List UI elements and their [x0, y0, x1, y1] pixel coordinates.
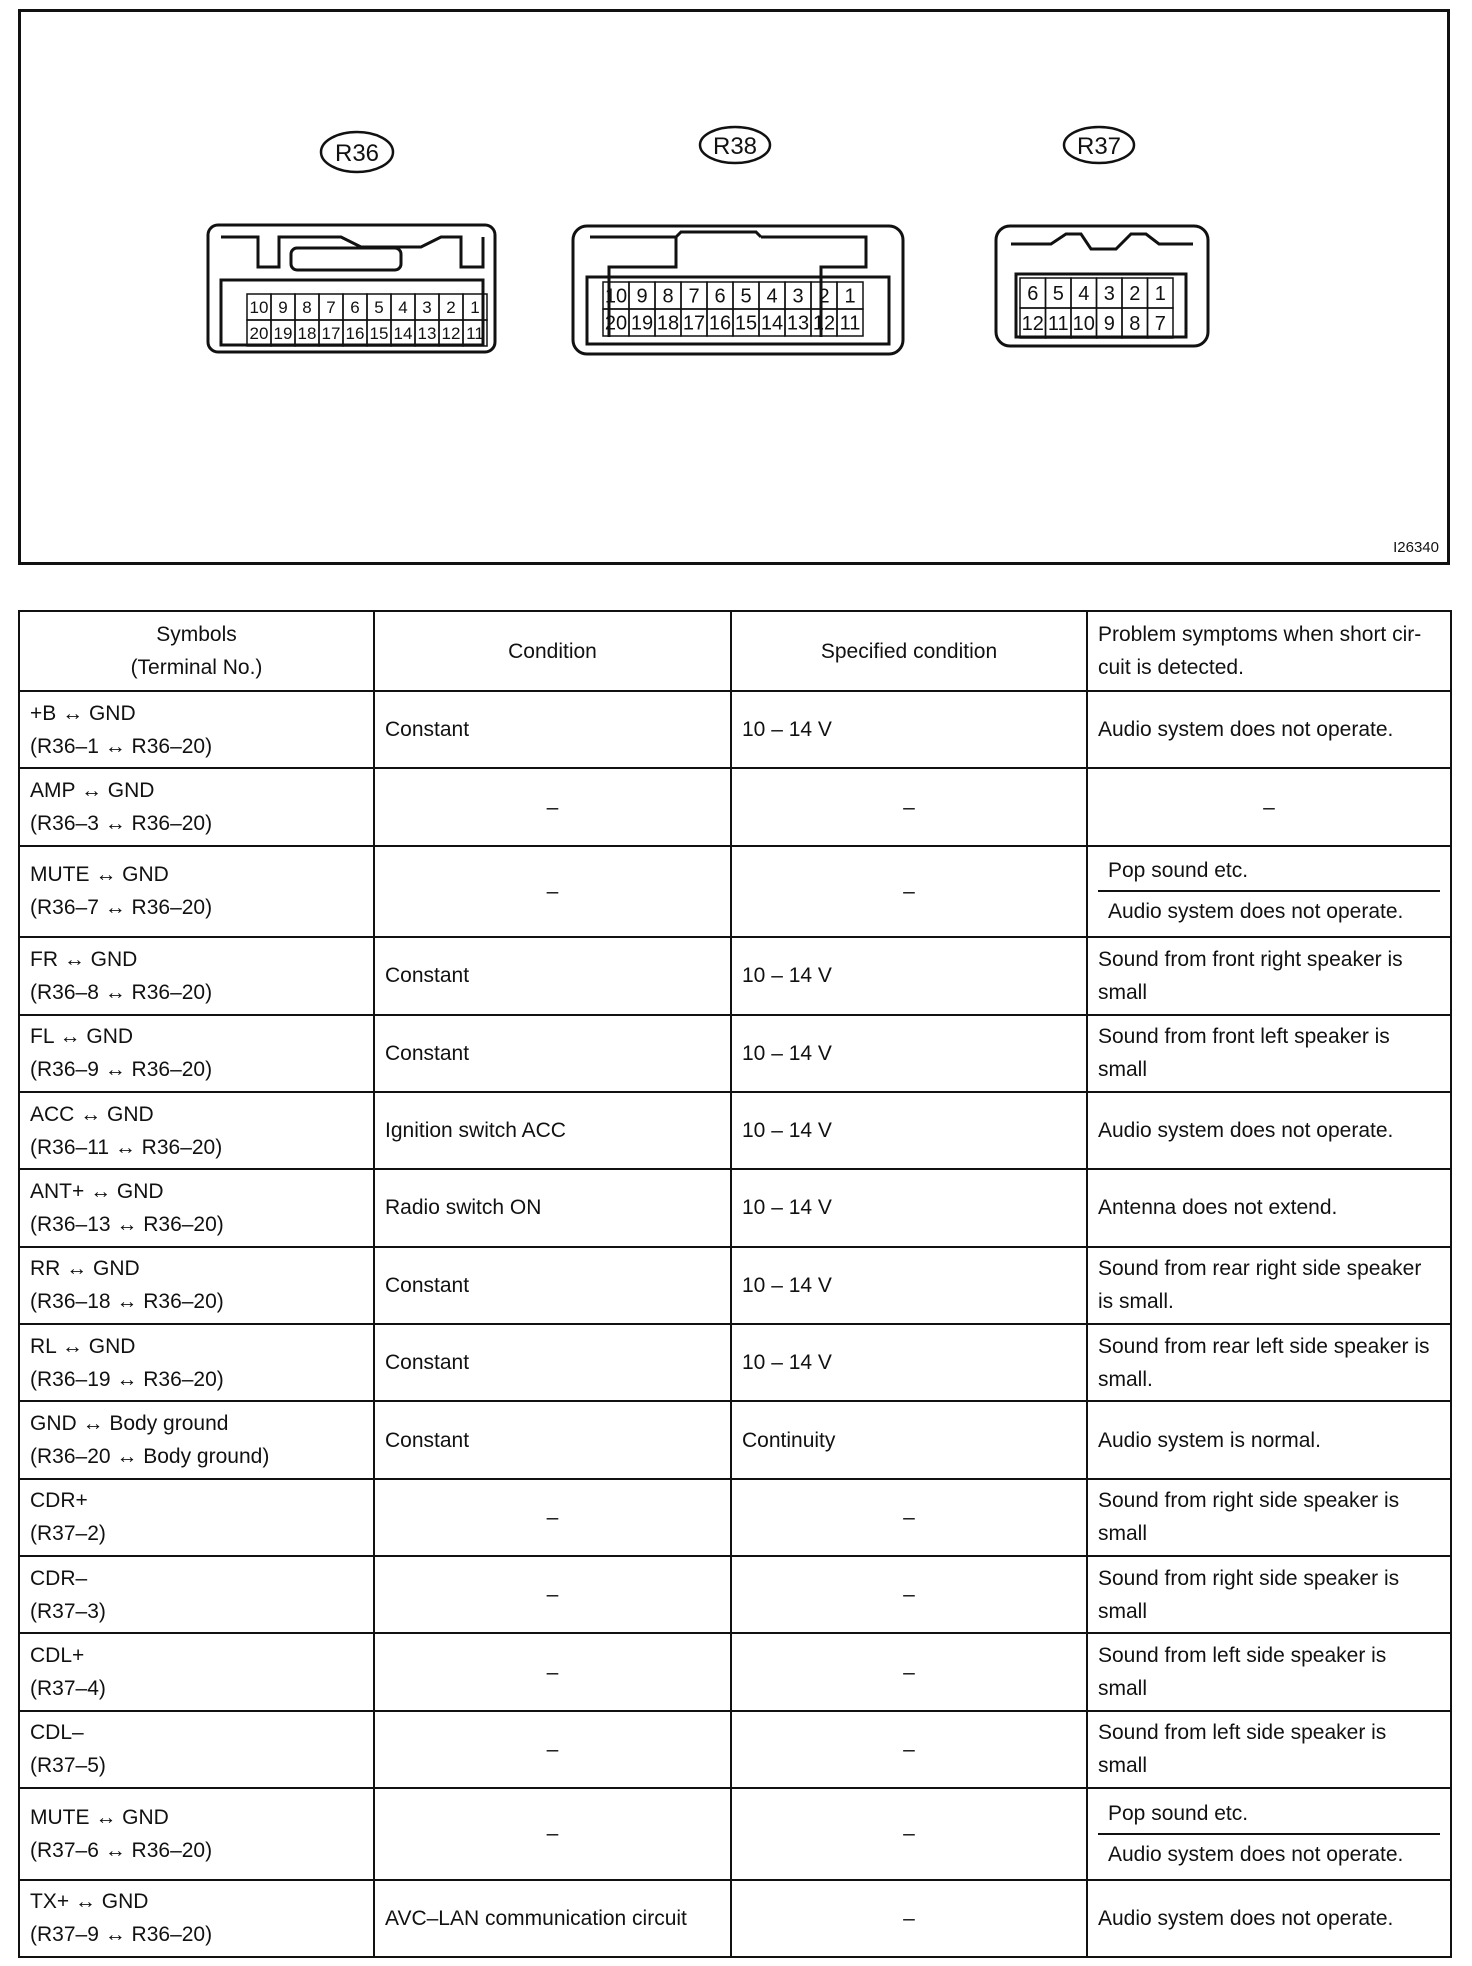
specified-cell: Continuity [731, 1401, 1087, 1478]
pin-label: 10 [1072, 313, 1095, 336]
header-row [19, 611, 1451, 691]
pin-label: 7 [1154, 313, 1166, 336]
pin-label: 14 [760, 312, 784, 335]
terminal-no: (R37–2) [30, 1522, 106, 1546]
pin-label: 9 [278, 298, 288, 318]
symbol-cell [19, 1556, 374, 1633]
symbol-cell [19, 1092, 374, 1169]
pin-label: 13 [417, 324, 437, 344]
condition-cell: AVC–LAN communication circuit [374, 1880, 731, 1957]
condition-cell: – [374, 1788, 731, 1880]
symbol-cell [19, 1015, 374, 1092]
table-row [19, 1247, 1451, 1324]
problem-cell: Sound from right side speaker is small [1087, 1479, 1451, 1556]
symbol-cell [19, 846, 374, 938]
table-row [19, 1015, 1451, 1092]
pin-label: 15 [369, 324, 389, 344]
symbol-name: RR ↔ GND [30, 1257, 140, 1281]
problem-cell: Audio system does not operate. [1087, 1092, 1451, 1169]
pin-label: 19 [273, 324, 293, 344]
pin-label: 6 [1027, 283, 1039, 306]
symbol-name: CDR– [30, 1566, 88, 1590]
pin-label: 12 [812, 312, 836, 335]
condition-cell: – [374, 1633, 731, 1710]
header-symbols: Symbols (Terminal No.) [19, 611, 374, 691]
pin-label: 18 [656, 312, 680, 335]
symbol-name: +B ↔ GND [30, 701, 136, 725]
header-specified: Specified condition [731, 611, 1087, 691]
symbol-cell [19, 1788, 374, 1880]
symbol-name: FR ↔ GND [30, 947, 138, 971]
problem-cell: Antenna does not extend. [1087, 1169, 1451, 1246]
r37-key [1011, 234, 1193, 249]
table-row [19, 768, 1451, 845]
problem-cell: Sound from right side speaker is small [1087, 1556, 1451, 1633]
pin-label: 10 [249, 298, 269, 318]
pin-label: 3 [792, 285, 804, 308]
r38-label: R38 [712, 133, 758, 160]
table-row [19, 1324, 1451, 1401]
condition-cell: – [374, 1556, 731, 1633]
problem-cell [1087, 1788, 1451, 1880]
problem-line: Pop sound etc. [1098, 1794, 1440, 1835]
specified-cell: 10 – 14 V [731, 1247, 1087, 1324]
symbol-name: FL ↔ GND [30, 1025, 134, 1049]
symbol-name: CDL– [30, 1721, 84, 1745]
pin-label: 14 [393, 324, 413, 344]
problem-cell: Sound from front right speaker is small [1087, 937, 1451, 1014]
pin-label: 4 [766, 285, 778, 308]
r36-label: R36 [334, 140, 380, 167]
specified-cell: – [731, 1788, 1087, 1880]
terminal-no: (R36–13 ↔ R36–20) [30, 1212, 224, 1236]
specified-cell: 10 – 14 V [731, 1092, 1087, 1169]
terminal-no: (R36–8 ↔ R36–20) [30, 980, 213, 1004]
pin-label: 6 [714, 285, 726, 308]
terminal-spec-table [18, 610, 1452, 1958]
symbol-name: MUTE ↔ GND [30, 863, 169, 887]
pin-label: 3 [1103, 283, 1115, 306]
problem-cell: Sound from left side speaker is small [1087, 1711, 1451, 1788]
table-row [19, 691, 1451, 768]
pin-label: 11 [839, 312, 861, 335]
symbol-name: TX+ ↔ GND [30, 1890, 149, 1914]
symbol-name: AMP ↔ GND [30, 779, 155, 803]
symbol-cell [19, 1169, 374, 1246]
pin-label: 11 [466, 324, 484, 344]
specified-cell: – [731, 846, 1087, 938]
problem-cell: Audio system does not operate. [1087, 691, 1451, 768]
pin-label: 2 [1129, 283, 1141, 306]
pin-label: 17 [321, 324, 341, 344]
specified-cell: – [731, 1479, 1087, 1556]
pin-label: 5 [1052, 283, 1064, 306]
r38-key [676, 232, 761, 237]
pin-label: 1 [470, 298, 480, 318]
table-body [19, 691, 1451, 1957]
symbol-name: ANT+ ↔ GND [30, 1179, 164, 1203]
specified-cell: – [731, 768, 1087, 845]
table-row [19, 1633, 1451, 1710]
table-row [19, 1711, 1451, 1788]
terminal-no: (R36–3 ↔ R36–20) [30, 812, 213, 836]
symbol-cell [19, 1880, 374, 1957]
pin-label: 5 [374, 298, 384, 318]
symbol-cell [19, 768, 374, 845]
pin-label: 15 [734, 312, 758, 335]
symbol-cell [19, 1711, 374, 1788]
terminal-no: (R36–18 ↔ R36–20) [30, 1290, 224, 1314]
pin-label: 9 [636, 285, 648, 308]
condition-cell: Constant [374, 691, 731, 768]
terminal-no: (R37–4) [30, 1677, 106, 1701]
terminal-no: (R36–20 ↔ Body ground) [30, 1445, 270, 1468]
symbol-cell [19, 1633, 374, 1710]
symbol-cell [19, 1479, 374, 1556]
pin-label: 3 [422, 298, 432, 318]
pin-label: 9 [1103, 313, 1115, 336]
problem-cell: Sound from rear right side speaker is small. [1087, 1247, 1451, 1324]
symbol-name: RL ↔ GND [30, 1334, 136, 1358]
specified-cell: – [731, 1711, 1087, 1788]
r37-label: R37 [1076, 133, 1122, 160]
problem-cell: Sound from left side speaker is small [1087, 1633, 1451, 1710]
pin-label: 20 [604, 312, 628, 335]
r36-latch [221, 237, 483, 267]
terminal-no: (R36–7 ↔ R36–20) [30, 896, 213, 920]
problem-line: Audio system does not operate. [1108, 900, 1404, 924]
table-row [19, 1169, 1451, 1246]
pin-label: 8 [302, 298, 312, 318]
table-row [19, 1092, 1451, 1169]
problem-line: Audio system does not operate. [1108, 1842, 1404, 1866]
table-row [19, 1401, 1451, 1478]
condition-cell: Radio switch ON [374, 1169, 731, 1246]
condition-cell: – [374, 1479, 731, 1556]
pin-label: 1 [1154, 283, 1166, 306]
condition-cell: Constant [374, 937, 731, 1014]
table-row [19, 1880, 1451, 1957]
pin-label: 13 [786, 312, 810, 335]
terminal-no: (R36–9 ↔ R36–20) [30, 1058, 213, 1082]
pin-label: 7 [326, 298, 336, 318]
specified-cell: – [731, 1633, 1087, 1710]
pin-label: 19 [630, 312, 654, 335]
problem-cell: Audio system does not operate. [1087, 1880, 1451, 1957]
symbol-cell [19, 1401, 374, 1478]
pin-label: 20 [249, 324, 269, 344]
pin-label: 2 [818, 285, 830, 308]
r36-lock [291, 248, 401, 270]
symbol-cell [19, 1247, 374, 1324]
table-row [19, 1788, 1451, 1880]
condition-cell: Constant [374, 1247, 731, 1324]
condition-cell: – [374, 846, 731, 938]
pin-label: 4 [1078, 283, 1090, 306]
symbol-name: CDR+ [30, 1489, 88, 1513]
pin-label: 16 [708, 312, 732, 335]
pin-label: 12 [1021, 313, 1044, 336]
pin-label: 1 [844, 285, 856, 308]
symbol-cell [19, 937, 374, 1014]
pin-label: 16 [345, 324, 365, 344]
problem-cell: Audio system is normal. [1087, 1401, 1451, 1478]
symbol-name: MUTE ↔ GND [30, 1805, 169, 1829]
terminal-no: (R37–9 ↔ R36–20) [30, 1923, 213, 1947]
symbol-cell [19, 1324, 374, 1401]
pin-label: 7 [688, 285, 700, 308]
problem-cell: Sound from front left speaker is small [1087, 1015, 1451, 1092]
pin-label: 5 [740, 285, 752, 308]
symbol-name: ACC ↔ GND [30, 1102, 154, 1126]
condition-cell: Constant [374, 1324, 731, 1401]
table-row [19, 1556, 1451, 1633]
pin-label: 10 [604, 285, 628, 308]
table-row [19, 937, 1451, 1014]
pin-label: 18 [297, 324, 317, 344]
condition-cell: Constant [374, 1015, 731, 1092]
table-row [19, 1479, 1451, 1556]
pin-label: 6 [350, 298, 360, 318]
problem-line: Pop sound etc. [1098, 851, 1440, 892]
connector-diagram [21, 12, 1447, 562]
specified-cell: 10 – 14 V [731, 937, 1087, 1014]
terminal-no: (R36–19 ↔ R36–20) [30, 1367, 224, 1391]
condition-cell: Constant [374, 1401, 731, 1478]
condition-cell: – [374, 1711, 731, 1788]
condition-cell: – [374, 768, 731, 845]
condition-cell: Ignition switch ACC [374, 1092, 731, 1169]
pin-label: 12 [441, 324, 461, 344]
header-condition: Condition [374, 611, 731, 691]
pin-label: 11 [1047, 313, 1069, 336]
specified-cell: 10 – 14 V [731, 1169, 1087, 1246]
terminal-no: (R37–3) [30, 1599, 106, 1623]
connector-figure [18, 9, 1450, 565]
pin-label: 2 [446, 298, 456, 318]
header-problem: Problem symptoms when short cir- cuit is detected. [1087, 611, 1451, 691]
table-row [19, 846, 1451, 938]
specified-cell: 10 – 14 V [731, 1324, 1087, 1401]
terminal-no: (R36–11 ↔ R36–20) [30, 1135, 223, 1159]
specified-cell: – [731, 1556, 1087, 1633]
pin-label: 17 [682, 312, 706, 335]
pin-label: 4 [398, 298, 408, 318]
symbol-name: GND ↔ Body ground [30, 1412, 229, 1435]
specified-cell: – [731, 1880, 1087, 1957]
pin-label: 8 [1129, 313, 1141, 336]
specified-cell: 10 – 14 V [731, 1015, 1087, 1092]
symbol-name: CDL+ [30, 1644, 85, 1668]
problem-cell: – [1087, 768, 1451, 845]
terminal-no: (R36–1 ↔ R36–20) [30, 734, 213, 758]
terminal-no: (R37–5) [30, 1754, 106, 1778]
figure-id: I26340 [1393, 539, 1439, 556]
symbol-cell [19, 691, 374, 768]
specified-cell: 10 – 14 V [731, 691, 1087, 768]
problem-cell: Sound from rear left side speaker is small. [1087, 1324, 1451, 1401]
terminal-no: (R37–6 ↔ R36–20) [30, 1838, 213, 1862]
pin-label: 8 [662, 285, 674, 308]
problem-cell [1087, 846, 1451, 938]
